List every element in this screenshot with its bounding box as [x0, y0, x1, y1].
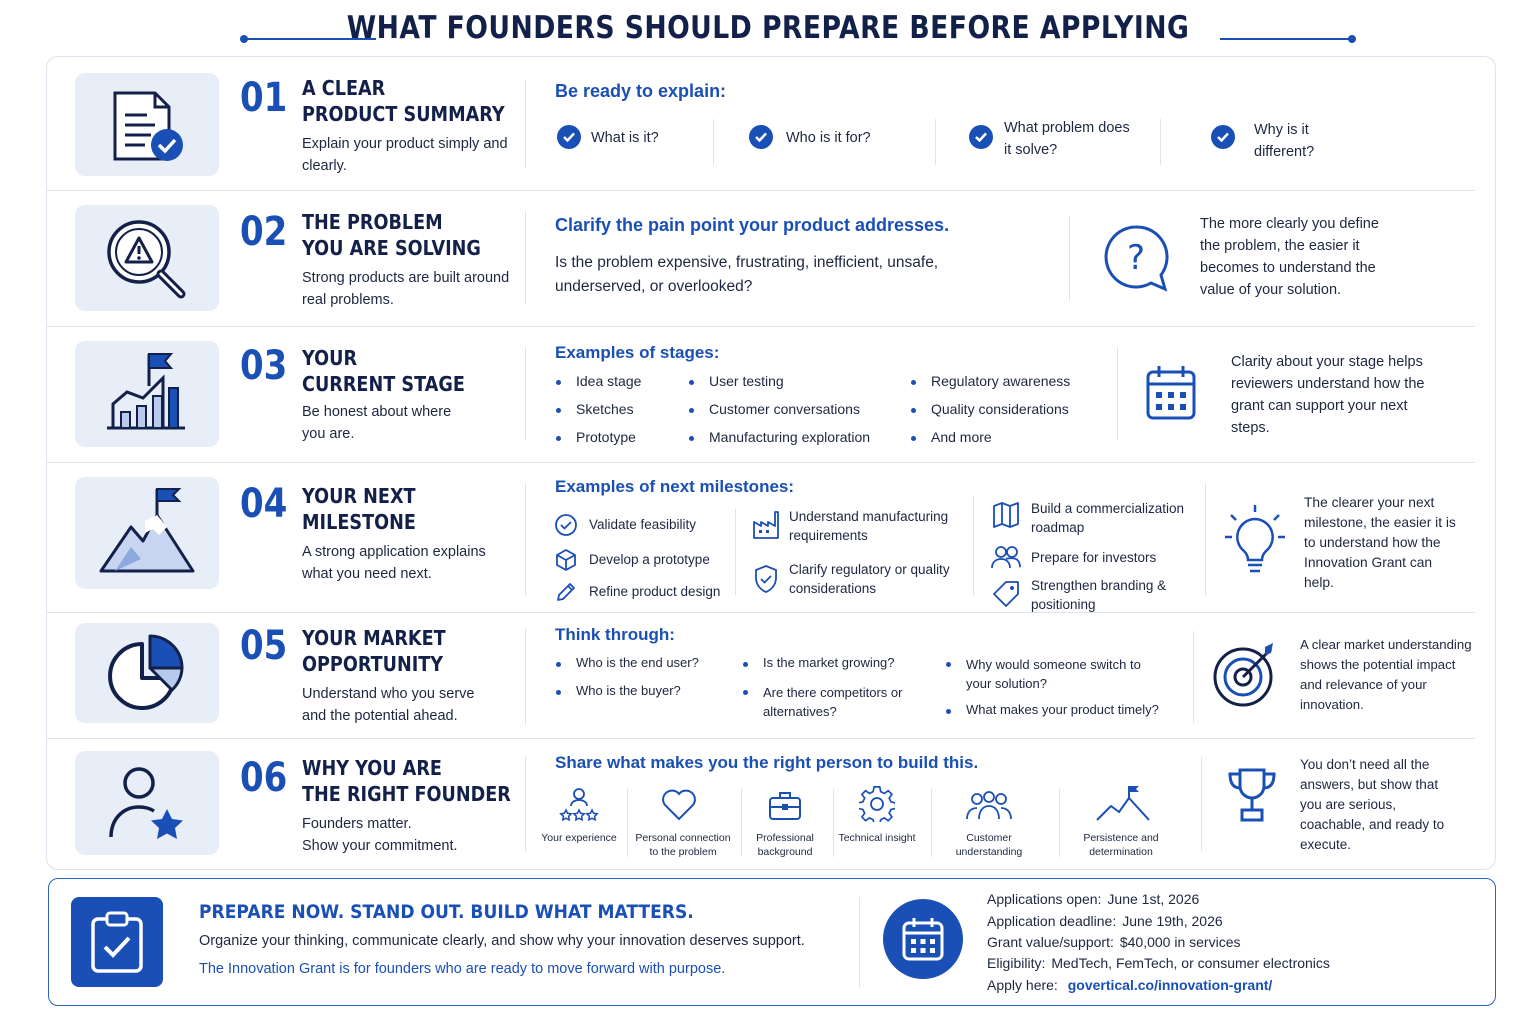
- check-circle-icon: [553, 512, 579, 538]
- market-question: Why would someone switch to your solution?: [966, 655, 1156, 693]
- row-number: 01: [240, 75, 288, 121]
- side-note: The more clearly you define the problem, the easier it becomes to understand the value of your solution.: [1200, 216, 1379, 298]
- section-heading: Examples of next milestones:: [555, 477, 795, 496]
- trophy-icon: [1225, 765, 1279, 827]
- trait-label: Persistence and determination: [1083, 832, 1159, 858]
- divider: [525, 757, 526, 851]
- divider: [1193, 631, 1194, 723]
- checklist-card: [46, 56, 1496, 870]
- market-question: Are there competitors or alternatives?: [763, 683, 913, 721]
- side-note: A clear market understanding shows the potential impact and relevance of your innovation.: [1300, 637, 1472, 712]
- info-line: Application deadline: June 19th, 2026: [987, 913, 1223, 929]
- divider: [525, 629, 526, 725]
- row-right-founder: [47, 739, 1475, 869]
- magnifier-warning-icon: [75, 205, 219, 311]
- stage-item: User testing: [709, 373, 784, 389]
- milestone-item: Prepare for investors: [1031, 550, 1157, 565]
- tag-icon: [991, 579, 1021, 609]
- pie-chart-icon: [75, 623, 219, 723]
- page-header: [0, 10, 1536, 56]
- row-number: 04: [240, 481, 288, 527]
- market-question: Who is the end user?: [576, 655, 699, 670]
- divider: [973, 497, 974, 595]
- question-item: What is it?: [591, 130, 659, 146]
- footer-note: The Innovation Grant is for founders who are ready to move forward with purpose.: [199, 961, 726, 977]
- divider: [525, 347, 526, 441]
- map-icon: [991, 499, 1021, 531]
- milestone-item: Refine product design: [589, 584, 721, 599]
- divider: [1059, 789, 1060, 857]
- briefcase-icon: [766, 787, 804, 823]
- trait-label: Your experience: [541, 832, 617, 844]
- heart-icon: [660, 787, 698, 823]
- mountain-flag-icon: [75, 477, 219, 589]
- gear-icon: [858, 785, 896, 823]
- divider: [1201, 757, 1202, 851]
- calendar-icon: [1143, 363, 1199, 423]
- problem-question: Is the problem expensive, frustrating, inefficient, unsafe, underserved, or overlooked?: [555, 254, 939, 295]
- apply-link[interactable]: govertical.co/innovation-grant/: [1067, 977, 1273, 993]
- market-question: Who is the buyer?: [576, 683, 681, 698]
- row-next-milestone: [47, 463, 1475, 613]
- row-description: Founders matter. Show your commitment.: [302, 816, 458, 854]
- stage-item: Sketches: [576, 401, 634, 417]
- section-heading: Be ready to explain:: [555, 81, 727, 101]
- milestone-item: Build a commercialization roadmap: [1031, 501, 1185, 535]
- row-number: 02: [240, 209, 288, 255]
- apply-line: Apply here: govertical.co/innovation-grant/: [987, 977, 1273, 993]
- info-line: Eligibility: MedTech, FemTech, or consumer electronics: [987, 955, 1330, 971]
- row-market-opportunity: [47, 613, 1475, 739]
- divider: [1205, 483, 1206, 595]
- milestone-item: Understand manufacturing requirements: [789, 509, 949, 543]
- section-heading: Clarify the pain point your product addresses.: [555, 215, 950, 235]
- check-icon: [1211, 125, 1235, 149]
- lightbulb-icon: [1223, 503, 1287, 577]
- row-description: Be honest about where you are.: [302, 404, 452, 442]
- market-question: What makes your product timely?: [966, 702, 1159, 717]
- shield-check-icon: [751, 563, 781, 595]
- row-title: YOUR MARKET OPPORTUNITY: [302, 626, 446, 676]
- side-note: You don’t need all the answers, but show that you are serious, coachable, and ready to execute.: [1300, 757, 1445, 852]
- row-number: 03: [240, 343, 288, 389]
- page-title: WHAT FOUNDERS SHOULD PREPARE BEFORE APPLYING: [346, 10, 1190, 46]
- milestone-item: Clarify regulatory or quality considerations: [789, 562, 950, 596]
- check-icon: [969, 125, 993, 149]
- divider: [525, 211, 526, 305]
- divider: [935, 119, 936, 165]
- row-current-stage: [47, 327, 1475, 463]
- trait-label: Professional background: [756, 832, 814, 858]
- title-rule-right: [1220, 38, 1352, 40]
- milestone-item: Validate feasibility: [589, 517, 697, 532]
- stage-item: Customer conversations: [709, 401, 860, 417]
- check-icon: [749, 125, 773, 149]
- divider: [833, 789, 834, 857]
- cube-icon: [553, 547, 579, 573]
- factory-icon: [751, 509, 781, 541]
- row-description: A strong application explains what you need next.: [302, 544, 486, 582]
- team-stars-icon: [559, 785, 599, 823]
- document-check-icon: [75, 73, 219, 176]
- row-title: A CLEAR PRODUCT SUMMARY: [302, 76, 505, 126]
- row-title: THE PROBLEM YOU ARE SOLVING: [302, 210, 481, 260]
- milestone-item: Strengthen branding & positioning: [1031, 578, 1167, 612]
- row-title: YOUR CURRENT STAGE: [302, 346, 465, 396]
- stage-item: Idea stage: [576, 373, 642, 389]
- side-note: The clearer your next milestone, the easier it is to understand how the Innovation Grant can help.: [1304, 495, 1456, 590]
- divider: [525, 483, 526, 595]
- footer-banner: [48, 878, 1496, 1006]
- footer-headline: PREPARE NOW. STAND OUT. BUILD WHAT MATTERS.: [199, 901, 694, 923]
- group-icon: [965, 789, 1013, 823]
- question-item: Why is it different?: [1254, 122, 1315, 160]
- person-star-icon: [75, 751, 219, 855]
- stage-item: Regulatory awareness: [931, 373, 1071, 389]
- divider: [1160, 119, 1161, 165]
- market-question: Is the market growing?: [763, 655, 895, 670]
- side-note: Clarity about your stage helps reviewers understand how the grant can support your next steps.: [1231, 354, 1425, 436]
- row-description: Strong products are built around real problems.: [302, 270, 510, 308]
- trait-label: Customer understanding: [955, 832, 1023, 858]
- divider: [525, 79, 526, 169]
- clipboard-check-icon: [71, 897, 163, 987]
- divider: [627, 789, 628, 857]
- row-title: WHY YOU ARE THE RIGHT FOUNDER: [302, 756, 511, 806]
- footer-text: Organize your thinking, communicate clearly, and show why your innovation deserves support.: [199, 933, 805, 949]
- row-description: Explain your product simply and clearly.: [302, 136, 508, 174]
- divider: [741, 789, 742, 857]
- row-number: 06: [240, 755, 288, 801]
- stage-item: Prototype: [576, 429, 636, 445]
- info-line: Applications open: June 1st, 2026: [987, 891, 1200, 907]
- question-bubble-icon: [1101, 223, 1171, 293]
- svg-text:?: ?: [1126, 238, 1146, 278]
- milestone-item: Develop a prototype: [589, 552, 710, 567]
- pencil-icon: [553, 579, 579, 605]
- calendar-icon: [883, 899, 963, 979]
- question-item: Who is it for?: [786, 130, 871, 146]
- section-heading: Examples of stages:: [555, 343, 720, 362]
- summit-icon: [1095, 783, 1151, 825]
- divider: [713, 119, 714, 165]
- check-icon: [557, 125, 581, 149]
- row-number: 05: [240, 623, 288, 669]
- divider: [859, 897, 860, 987]
- title-rule-dot: [1348, 35, 1356, 43]
- divider: [1069, 217, 1070, 301]
- stage-item: Manufacturing exploration: [709, 429, 871, 445]
- trait-label: Technical insight: [838, 832, 916, 844]
- people-icon: [991, 543, 1021, 571]
- growth-flag-icon: [75, 341, 219, 447]
- divider: [931, 789, 932, 857]
- divider: [735, 509, 736, 595]
- row-description: Understand who you serve and the potential ahead.: [302, 686, 475, 724]
- trait-label: Personal connection to the problem: [635, 832, 731, 858]
- question-item: What problem does it solve?: [1004, 120, 1130, 158]
- section-heading: Think through:: [555, 625, 675, 644]
- row-problem: [47, 191, 1475, 327]
- stage-item: And more: [931, 429, 992, 445]
- info-line: Grant value/support: $40,000 in services: [987, 934, 1241, 950]
- section-heading: Share what makes you the right person to build this.: [555, 753, 979, 772]
- row-title: YOUR NEXT MILESTONE: [302, 484, 416, 534]
- divider: [1117, 347, 1118, 441]
- stage-item: Quality considerations: [931, 401, 1069, 417]
- target-icon: [1211, 641, 1279, 709]
- row-product-summary: [47, 57, 1475, 191]
